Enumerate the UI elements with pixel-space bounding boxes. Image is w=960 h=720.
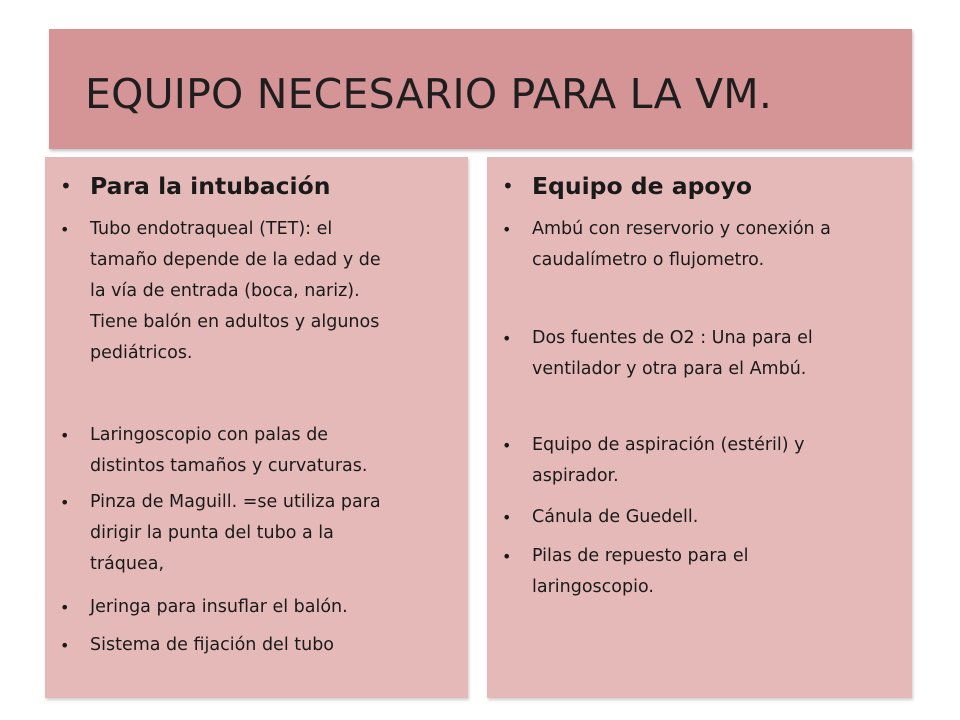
bullet-icon: •	[60, 174, 72, 198]
left-panel	[45, 157, 468, 698]
list-item-text: Pinza de Maguill. =se utiliza para dirigir la punta del tubo a la tráquea,	[90, 492, 381, 574]
bullet-icon: •	[502, 436, 512, 455]
bullet-icon: •	[60, 598, 70, 617]
list-item-text: Sistema de fijación del tubo	[90, 635, 335, 655]
list-item-text: Pilas de repuesto para el laringoscopio.	[532, 546, 749, 597]
list-item-text: Laringoscopio con palas de distintos tamaños y curvaturas.	[90, 425, 368, 476]
bullet-icon: •	[502, 174, 514, 198]
left-heading: Para la intubación	[90, 172, 331, 200]
list-item-text: Equipo de aspiración (estéril) y aspirador.	[532, 435, 805, 486]
bullet-icon: •	[60, 636, 70, 655]
bullet-icon: •	[502, 547, 512, 566]
list-item-text: Ambú con reservorio y conexión a caudalímetro o flujometro.	[532, 219, 831, 270]
bullet-icon: •	[60, 220, 70, 239]
list-item-text: Cánula de Guedell.	[532, 507, 699, 527]
list-item-text: Dos fuentes de O2 : Una para el ventilador y otra para el Ambú.	[532, 328, 813, 379]
bullet-icon: •	[502, 508, 512, 527]
bullet-icon: •	[60, 426, 70, 445]
slide-title: EQUIPO NECESARIO PARA LA VM.	[85, 70, 773, 118]
title-bar	[49, 29, 912, 149]
right-heading: Equipo de apoyo	[532, 172, 753, 200]
bullet-icon: •	[502, 329, 512, 348]
right-panel	[487, 157, 912, 698]
bullet-icon: •	[502, 220, 512, 239]
list-item-text: Tubo endotraqueal (TET): el tamaño depende de la edad y de la vía de entrada (boca, nariz). Tiene balón en adultos y algunos pediátricos.	[90, 219, 381, 363]
list-item-text: Jeringa para insuflar el balón.	[90, 597, 348, 617]
bullet-icon: •	[60, 493, 70, 512]
